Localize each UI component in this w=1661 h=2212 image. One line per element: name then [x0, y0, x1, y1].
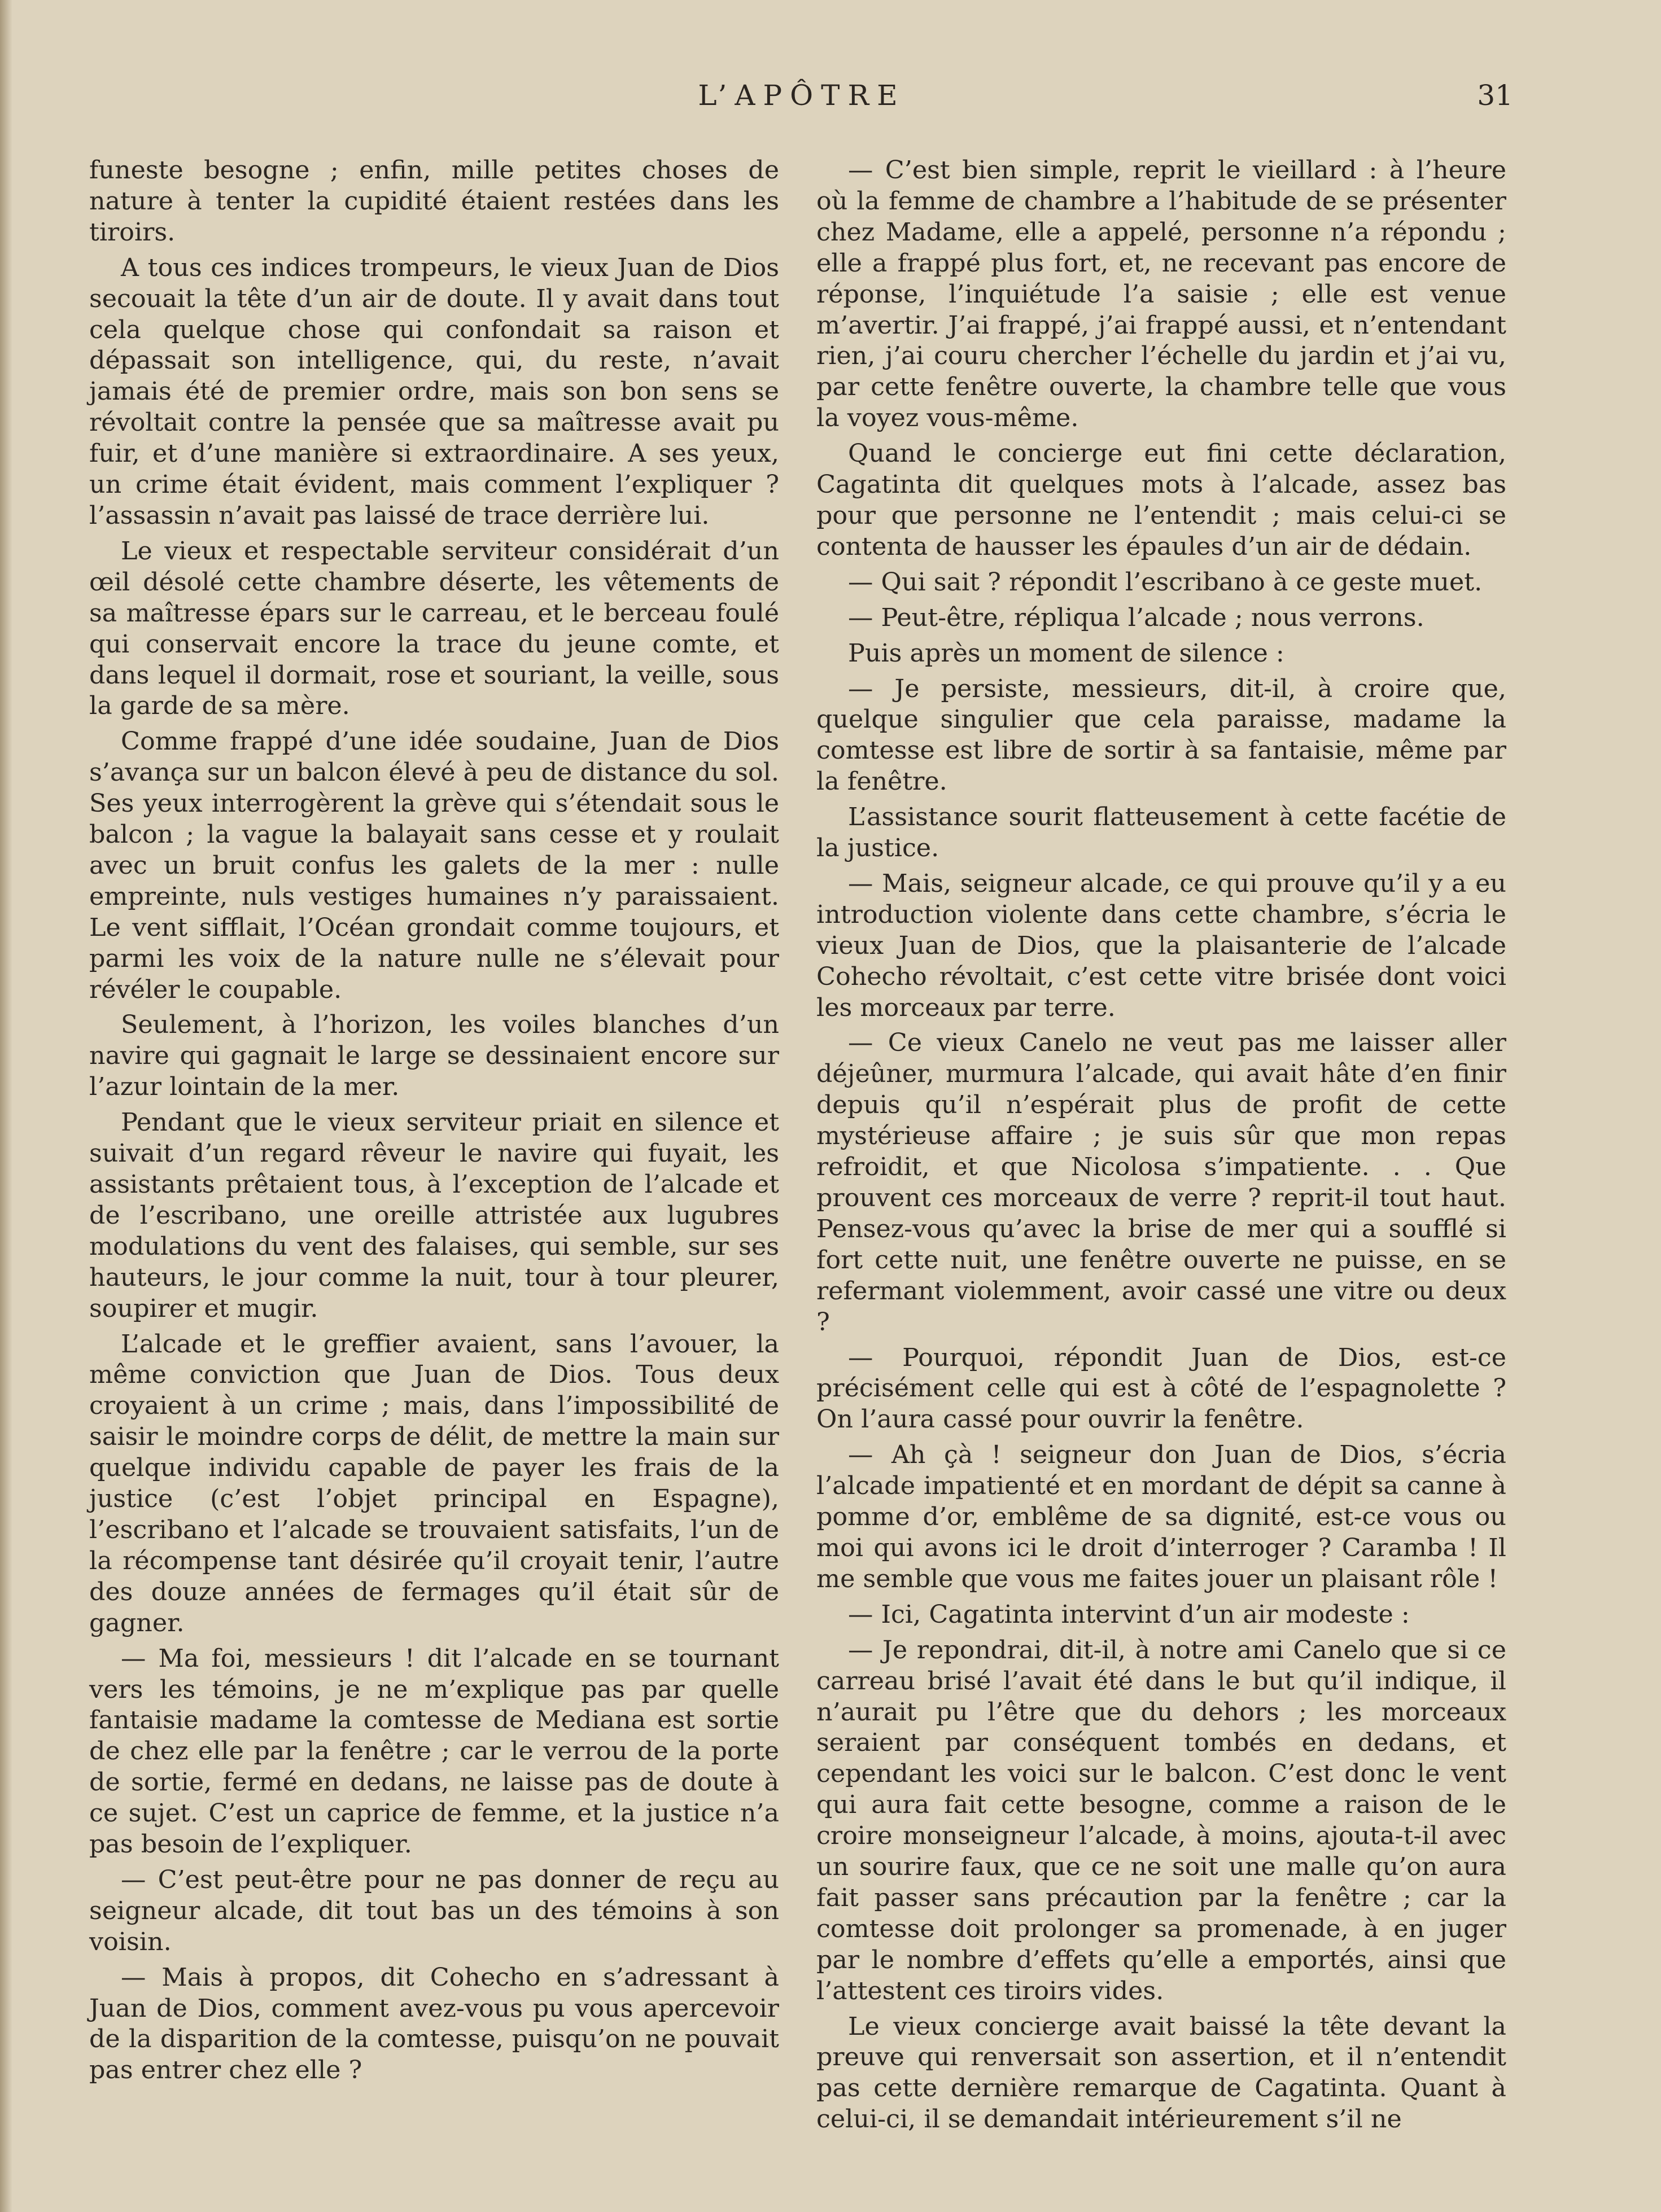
paragraph: — Ah çà ! seigneur don Juan de Dios, s’écria l’alcade impatienté et en mordant de dépit sa canne à pomme d’or, emblême de sa dignité, est-ce vous ou moi qui avons ici le droit d’interroger ? Caramba ! Il me semble que vous me faites jouer un plaisant rôle !: [816, 1440, 1506, 1593]
paragraph: funeste besogne ; enfin, mille petites choses de nature à tenter la cupidité étaient restées dans les tiroirs.: [89, 156, 779, 247]
gutter-shadow: [0, 0, 12, 2212]
paragraph: — Pourquoi, répondit Juan de Dios, est-ce précisément celle qui est à côté de l’espagnolette ? On l’aura cassé pour ouvrir la fenêtre.: [816, 1343, 1506, 1434]
right-column: [816, 155, 1506, 2140]
paragraph: Quand le concierge eut fini cette déclaration, Cagatinta dit quelques mots à l’alcade, assez bas pour que personne ne l’entendit ; mais celui-ci se contenta de hausser les épaules d’un air de dédain.: [816, 439, 1506, 561]
paragraph: Puis après un moment de silence :: [848, 638, 1284, 668]
running-head: [90, 79, 1513, 119]
paragraph: Le vieux concierge avait baissé la tête devant la preuve qui renversait son assertion, et il n’entendit pas cette dernière remarque de Cagatinta. Quant à celui-ci, il se demandait intérieurement s’il ne: [816, 2012, 1506, 2134]
paragraph: — Je repondrai, dit-il, à notre ami Canelo que si ce carreau brisé l’avait été dans le but qu’il indique, il n’aurait pu l’être que du dehors ; les morceaux seraient par conséquent tombés en dedans, et cependant les voici sur le balcon. C’est donc le vent qui aura fait cette besogne, comme a raison de le croire monseigneur l’alcade, à moins, ajouta-t-il avec un sourire faux, que ce ne soit une malle qu’on aura fait passer sans précaution par la fenêtre ; car la comtesse doit prolonger sa promenade, à en juger par le nombre d’effets qu’elle a emportés, ainsi que l’attestent ces tiroirs vides.: [816, 1635, 1506, 2005]
paragraph: — Mais, seigneur alcade, ce qui prouve qu’il y a eu introduction violente dans cette chambre, s’écria le vieux Juan de Dios, que la plaisanterie de l’alcade Cohecho révoltait, c’est cette vitre brisée dont voici les morceaux par terre.: [816, 869, 1506, 1022]
page-number: 31: [1477, 79, 1513, 112]
paragraph: — Qui sait ? répondit l’escribano à ce geste muet.: [848, 567, 1483, 597]
paragraph: Seulement, à l’horizon, les voiles blanches d’un navire qui gagnait le large se dessinaient encore sur l’azur lointain de la mer.: [89, 1010, 779, 1102]
paragraph: — Ici, Cagatinta intervint d’un air modeste :: [848, 1600, 1410, 1629]
paragraph: — Mais à propos, dit Cohecho en s’adressant à Juan de Dios, comment avez-vous pu vous apercevoir de la disparition de la comtesse, puisqu’on ne pouvait pas entrer chez elle ?: [89, 1963, 779, 2085]
paragraph: — Ma foi, messieurs ! dit l’alcade en se tournant vers les témoins, je ne m’explique pas par quelle fantaisie madame la comtesse de Mediana est sortie de chez elle par la fenêtre ; car le verrou de la porte de sortie, fermé en dedans, ne laisse pas de doute à ce sujet. C’est un caprice de femme, et la justice n’a pas besoin de l’expliquer.: [89, 1644, 779, 1859]
paragraph: Pendant que le vieux serviteur priait en silence et suivait d’un regard rêveur le navire qui fuyait, les assistants prêtaient tous, à l’exception de l’alcade et de l’escribano, une oreille attristée aux lugubres modulations du vent des falaises, qui semble, sur ses hauteurs, le jour comme la nuit, tour à tour pleurer, soupirer et mugir.: [89, 1108, 779, 1323]
paragraph: — Peut-être, répliqua l’alcade ; nous verrons.: [848, 603, 1424, 632]
running-title: L’APÔTRE: [698, 79, 906, 112]
paragraph: — C’est peut-être pour ne pas donner de reçu au seigneur alcade, dit tout bas un des témoins à son voisin.: [89, 1865, 779, 1956]
paragraph: — Ce vieux Canelo ne veut pas me laisser aller déjeûner, murmura l’alcade, qui avait hâte d’en finir depuis qu’il n’espérait plus de profit de cette mystérieuse affaire ; je suis sûr que mon repas refroidit, et que Nicolosa s’impatiente. . . Que prouvent ces morceaux de verre ? reprit-il tout haut. Pensez-vous qu’avec la brise de mer qui a soufflé si fort cette nuit, une fenêtre ouverte ne puisse, en se refermant violemment, avoir cassé une vitre ou deux ?: [816, 1028, 1506, 1337]
paragraph: — C’est bien simple, reprit le vieillard : à l’heure où la femme de chambre a l’habitude de se présenter chez Madame, elle a appelé, personne n’a répondu ; elle a frappé plus fort, et, ne recevant pas encore de réponse, l’inquiétude l’a saisie ; elle est venue m’avertir. J’ai frappé, j’ai frappé aussi, et n’entendant rien, j’ai couru chercher l’échelle du jardin et j’ai vu, par cette fenêtre ouverte, la chambre telle que vous la voyez vous-même.: [816, 156, 1506, 433]
paragraph: Comme frappé d’une idée soudaine, Juan de Dios s’avança sur un balcon élevé à peu de distance du sol. Ses yeux interrogèrent la grève qui s’étendait sous le balcon ; la vague la balayait sans cesse et y roulait avec un bruit confus les galets de la mer : nulle empreinte, nuls vestiges humaines n’y paraissaient. Le vent sifflait, l’Océan grondait comme toujours, et parmi les voix de la nature nulle ne s’élevait pour révéler le coupable.: [89, 727, 779, 1004]
paragraph: A tous ces indices trompeurs, le vieux Juan de Dios secouait la tête d’un air de doute. Il y avait dans tout cela quelque chose qui confondait sa raison et dépassait son intelligence, qui, du reste, n’avait jamais été de premier ordre, mais son bon sens se révoltait contre la pensée que sa maîtresse avait pu fuir, et d’une manière si extraordinaire. A ses yeux, un crime était évident, mais comment l’expliquer ? l’assassin n’avait pas laissé de trace derrière lui.: [89, 253, 779, 530]
paragraph: L’alcade et le greffier avaient, sans l’avouer, la même conviction que Juan de Dios. Tous deux croyaient à un crime ; mais, dans l’impossibilité de saisir le moindre corps de délit, de mettre la main sur quelque individu capable de payer les frais de la justice (c’est l’objet principal en Espagne), l’escribano et l’alcade se trouvaient satisfaits, l’un de la récompense tant désirée qu’il croyait tenir, l’autre des douze années de fermages qu’il était sûr de gagner.: [89, 1329, 779, 1637]
paragraph: Le vieux et respectable serviteur considérait d’un œil désolé cette chambre déserte, les vêtements de sa maîtresse épars sur le carreau, et le berceau foulé qui conservait encore la trace du jeune comte, et dans lequel il dormait, rose et souriant, la veille, sous la garde de sa mère.: [89, 536, 779, 721]
left-column: [89, 155, 779, 2091]
paragraph: L’assistance sourit flatteusement à cette facétie de la justice.: [816, 803, 1506, 863]
paragraph: — Je persiste, messieurs, dit-il, à croire que, quelque singulier que cela paraisse, madame la comtesse est libre de sortir à sa fantaisie, même par la fenêtre.: [816, 674, 1506, 796]
